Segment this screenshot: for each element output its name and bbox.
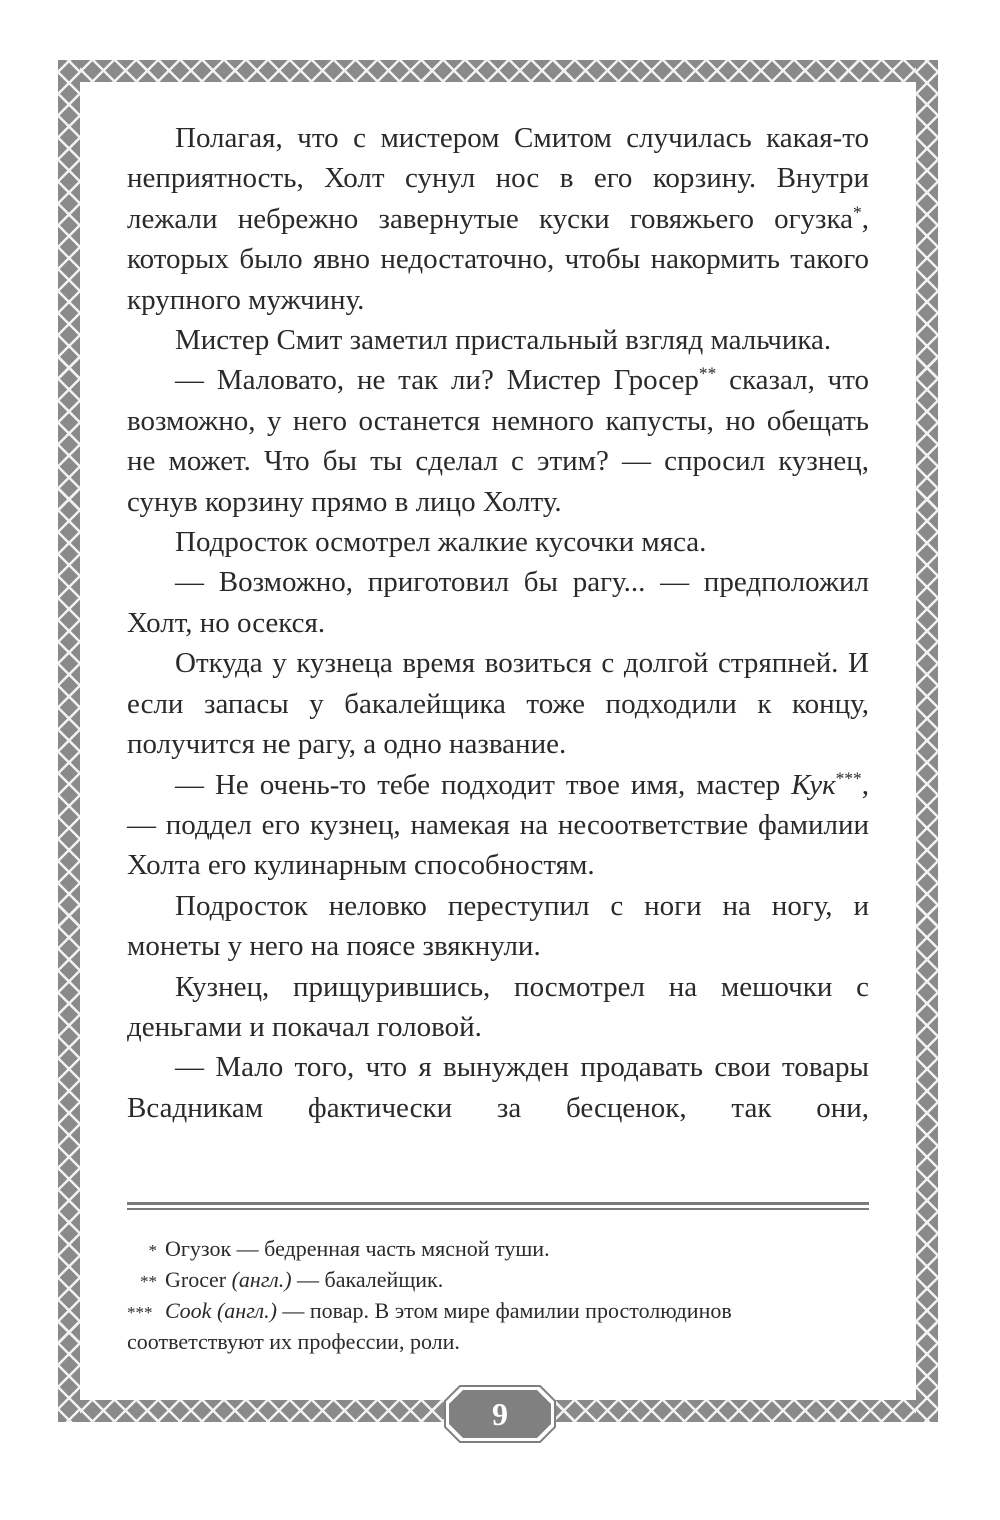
footnote	[127, 1296, 869, 1327]
paragraph	[127, 522, 869, 562]
footnote-mark: **	[140, 1272, 157, 1291]
footnote	[127, 1265, 869, 1296]
page-number-badge	[444, 1385, 556, 1443]
paragraph-text: Полагая, что с мистером Смитом случилась какая-то неприятность, Холт сунул нос в его корзину. Внутри лежали небрежно завернутые куски говяжьего огузка	[127, 122, 869, 235]
footnote-term: Grocer	[165, 1267, 227, 1292]
paragraph	[127, 765, 869, 886]
paragraph	[127, 886, 869, 967]
footnote-mark: *	[148, 1241, 157, 1260]
footnote-text: — повар. В этом мире фамилии простолюдинов	[276, 1298, 732, 1323]
paragraph	[127, 360, 869, 522]
paragraph-text: , которых было явно недостаточно, чтобы накормить такого крупного мужчину.	[127, 202, 869, 316]
italic-name: Кук	[791, 768, 836, 801]
paragraph	[127, 1047, 869, 1128]
paragraph-text: Откуда у кузнеца время возиться с долгой стряпней. И если запасы у бакалейщика тоже подходили к концу, получится не рагу, а одно название.	[127, 647, 869, 761]
decorative-border-top	[58, 60, 938, 82]
paragraph-text: — Возможно, приготовил бы рагу... — предположил Холт, но осекся.	[127, 566, 869, 639]
paragraph-text: Подросток неловко переступил с ноги на ногу, и монеты у него на поясе звякнули.	[127, 889, 869, 963]
footnote-term: Огузок	[165, 1236, 232, 1261]
paragraph	[127, 967, 869, 1048]
footnote-continuation	[127, 1327, 869, 1356]
footnote-divider	[127, 1202, 869, 1210]
decorative-border-left	[58, 60, 80, 1422]
footnote	[127, 1234, 869, 1265]
paragraph-text: Кузнец, прищурившись, посмотрел на мешочки с деньгами и покачал головой.	[127, 970, 869, 1043]
decorative-border-right	[916, 60, 938, 1422]
paragraph-text: — Маловато, не так ли? Мистер Гросер	[175, 364, 699, 397]
footnote-mark: ***	[127, 1303, 153, 1322]
paragraph	[127, 643, 869, 764]
footnote-term: Cook	[165, 1298, 212, 1323]
paragraph	[127, 562, 869, 643]
footnote-text: — бедренная часть мясной туши.	[231, 1236, 550, 1261]
footnote-reference: *	[853, 202, 862, 223]
page-number: 9	[492, 1396, 508, 1432]
paragraph-text: — Не очень-то тебе подходит твое имя, мастер	[175, 768, 792, 801]
footnote-reference: **	[698, 363, 717, 384]
paragraph	[127, 118, 869, 320]
footnote-text: — бакалейщик.	[291, 1267, 444, 1292]
footnotes	[127, 1234, 869, 1356]
paragraph	[127, 320, 869, 360]
paragraph-text: — Мало того, что я вынужден продавать свои товары Всадникам фактически за бесценок, так они,	[127, 1051, 869, 1124]
paragraph-text: Подросток осмотрел жалкие кусочки мяса.	[175, 526, 707, 559]
footnote-text: соответствуют их профессии, роли.	[127, 1329, 460, 1354]
body-text	[127, 118, 869, 1128]
paragraph-text: сказал, что возможно, у него останется немного капусты, но обещать не может. Что бы ты сделал с этим? — спросил кузнец, сунув корзину прямо в лицо Холту.	[127, 364, 869, 518]
paragraph-text: Мистер Смит заметил пристальный взгляд мальчика.	[175, 324, 832, 357]
footnote-reference: ***	[835, 767, 862, 788]
footnote-lang-note: (англ.)	[231, 1267, 292, 1292]
footnote-lang-note: (англ.)	[216, 1298, 277, 1323]
paragraph-text: , — поддел его кузнец, намекая на несоответствие фамилии Холта его кулинарным способностям.	[127, 768, 869, 882]
